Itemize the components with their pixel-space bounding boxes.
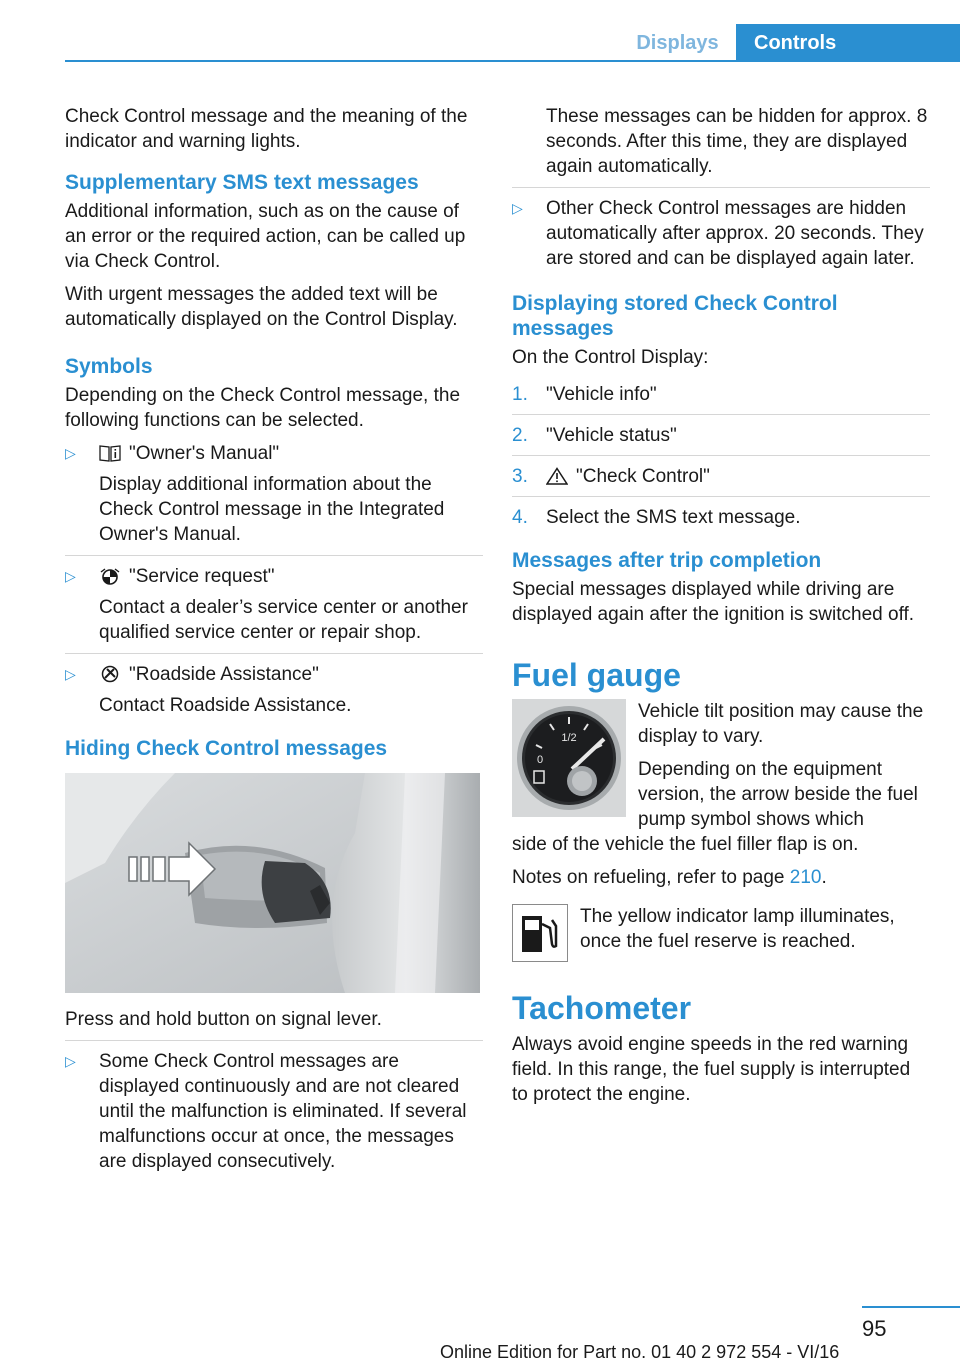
intro-text: Check Control message and the meaning of the indicator and warning lights. (65, 106, 468, 152)
list-item (512, 505, 930, 530)
tab-displays[interactable]: Displays (636, 31, 719, 54)
roadside-assistance-icon (99, 665, 121, 683)
list-item (512, 423, 930, 448)
refuel-page-link[interactable]: 210 (789, 867, 822, 888)
fuel-paragraph-1: Vehicle tilt position may cause the display to vary. (638, 701, 924, 747)
list-item (65, 441, 483, 547)
gauge-zero-label: 0 (536, 754, 544, 766)
page-number: 95 (862, 1316, 887, 1341)
bullet-marker-icon: ▷ (512, 200, 523, 216)
symbol-label-owners-manual: "Owner's Manual" (129, 443, 280, 464)
fuel-pump-icon (512, 904, 568, 962)
divider (512, 496, 930, 497)
stored-messages-heading: Displaying stored Check Control messages (512, 292, 838, 340)
fuel-paragraph-2-start: Depending on the equipment version, the arrow beside the fuel pump symbol shows which (638, 759, 918, 830)
symbols-paragraph: Depending on the Check Control message, the following functions can be selected. (65, 385, 461, 431)
list-item (512, 464, 930, 489)
symbols-list (65, 441, 483, 718)
step-text: Select the SMS text message. (546, 507, 801, 528)
book-icon (99, 444, 121, 462)
list-item (65, 564, 483, 645)
warning-triangle-icon (546, 467, 568, 485)
fuel-reserve-text: The yellow indicator lamp illuminates, once the fuel reserve is reached. (580, 906, 895, 952)
symbol-desc-roadside-assistance: Contact Roadside Assistance. (99, 695, 352, 716)
hiding-bullet-text: Some Check Control messages are displayed continuously and are not cleared until the malfunction is eliminated. If several malfunctions occur at once, the messages are displayed consecutively. (99, 1051, 467, 1172)
step-text: "Vehicle status" (546, 425, 677, 446)
other-messages-text: Other Check Control messages are hidden automatically after approx. 20 seconds. They are stored and can be displayed again later. (546, 198, 924, 269)
step-text: "Vehicle info" (546, 384, 657, 405)
bullet-marker-icon: ▷ (65, 1053, 76, 1069)
tab-controls[interactable]: Controls (736, 24, 960, 62)
symbol-label-service-request: "Service request" (129, 566, 275, 587)
continuation-text: These messages can be hidden for approx. 8 seconds. After this time, they are displayed again automatically. (546, 106, 928, 177)
list-item (512, 382, 930, 407)
symbol-label-roadside-assistance: "Roadside Assistance" (129, 664, 319, 685)
divider (512, 455, 930, 456)
bmw-service-icon (99, 567, 121, 585)
tachometer-paragraph: Always avoid engine speeds in the red warning field. In this range, the fuel supply is interrupted to protect the engine. (512, 1034, 911, 1105)
steps-list (512, 382, 930, 530)
sms-paragraph-2: With urgent messages the added text will be automatically displayed on the Control Display. (65, 284, 458, 330)
fuel-gauge-image (512, 699, 626, 817)
list-item (65, 1049, 483, 1174)
bullet-marker-icon: ▷ (65, 568, 76, 584)
step-number: 2. (512, 425, 528, 446)
stored-messages-paragraph: On the Control Display: (512, 347, 709, 368)
hiding-heading: Hiding Check Control messages (65, 737, 388, 760)
step-number: 1. (512, 384, 528, 405)
fuel-gauge-block (512, 699, 930, 832)
divider (512, 187, 930, 188)
refuel-end: . (821, 867, 827, 888)
bullet-marker-icon: ▷ (65, 666, 76, 682)
sms-heading: Supplementary SMS text messages (65, 171, 419, 194)
sms-paragraph-1: Additional information, such as on the cause of an error or the required action, can be called up via Check Control. (65, 201, 466, 272)
symbol-desc-owners-manual: Display additional information about the Check Control message in the Integrated Owner's Manual. (99, 474, 445, 545)
step-number: 3. (512, 466, 528, 487)
trip-completion-heading: Messages after trip completion (512, 549, 822, 572)
signal-lever-figure (65, 773, 480, 993)
list-item (65, 662, 483, 718)
fuel-gauge-heading: Fuel gauge (512, 657, 681, 693)
hiding-caption: Press and hold button on signal lever. (65, 1009, 382, 1030)
divider (512, 414, 930, 415)
symbol-desc-service-request: Contact a dealer’s service center or another qualified service center or repair shop. (99, 597, 468, 643)
left-column (65, 104, 483, 1182)
step-text: "Check Control" (576, 466, 710, 487)
trip-completion-paragraph: Special messages displayed while driving are displayed again after the ignition is switched off. (512, 579, 915, 625)
divider (65, 653, 483, 654)
divider (65, 1040, 483, 1041)
gauge-half-label: 1/2 (561, 732, 577, 744)
right-column (512, 104, 930, 1115)
step-number: 4. (512, 507, 528, 528)
symbols-heading: Symbols (65, 355, 153, 378)
tachometer-heading: Tachometer (512, 990, 692, 1026)
refuel-note (512, 865, 930, 890)
fuel-reserve-block (512, 904, 930, 962)
refuel-text: Notes on refueling, refer to page (512, 867, 790, 888)
fuel-paragraph-2-end: side of the vehicle the fuel filler flap is on. (512, 834, 859, 855)
footer-rule (862, 1306, 960, 1308)
list-item (512, 196, 930, 271)
divider (65, 555, 483, 556)
edition-footer: Online Edition for Part no. 01 40 2 972 554 - VI/16 (440, 1342, 840, 1362)
bullet-marker-icon: ▷ (65, 445, 76, 461)
